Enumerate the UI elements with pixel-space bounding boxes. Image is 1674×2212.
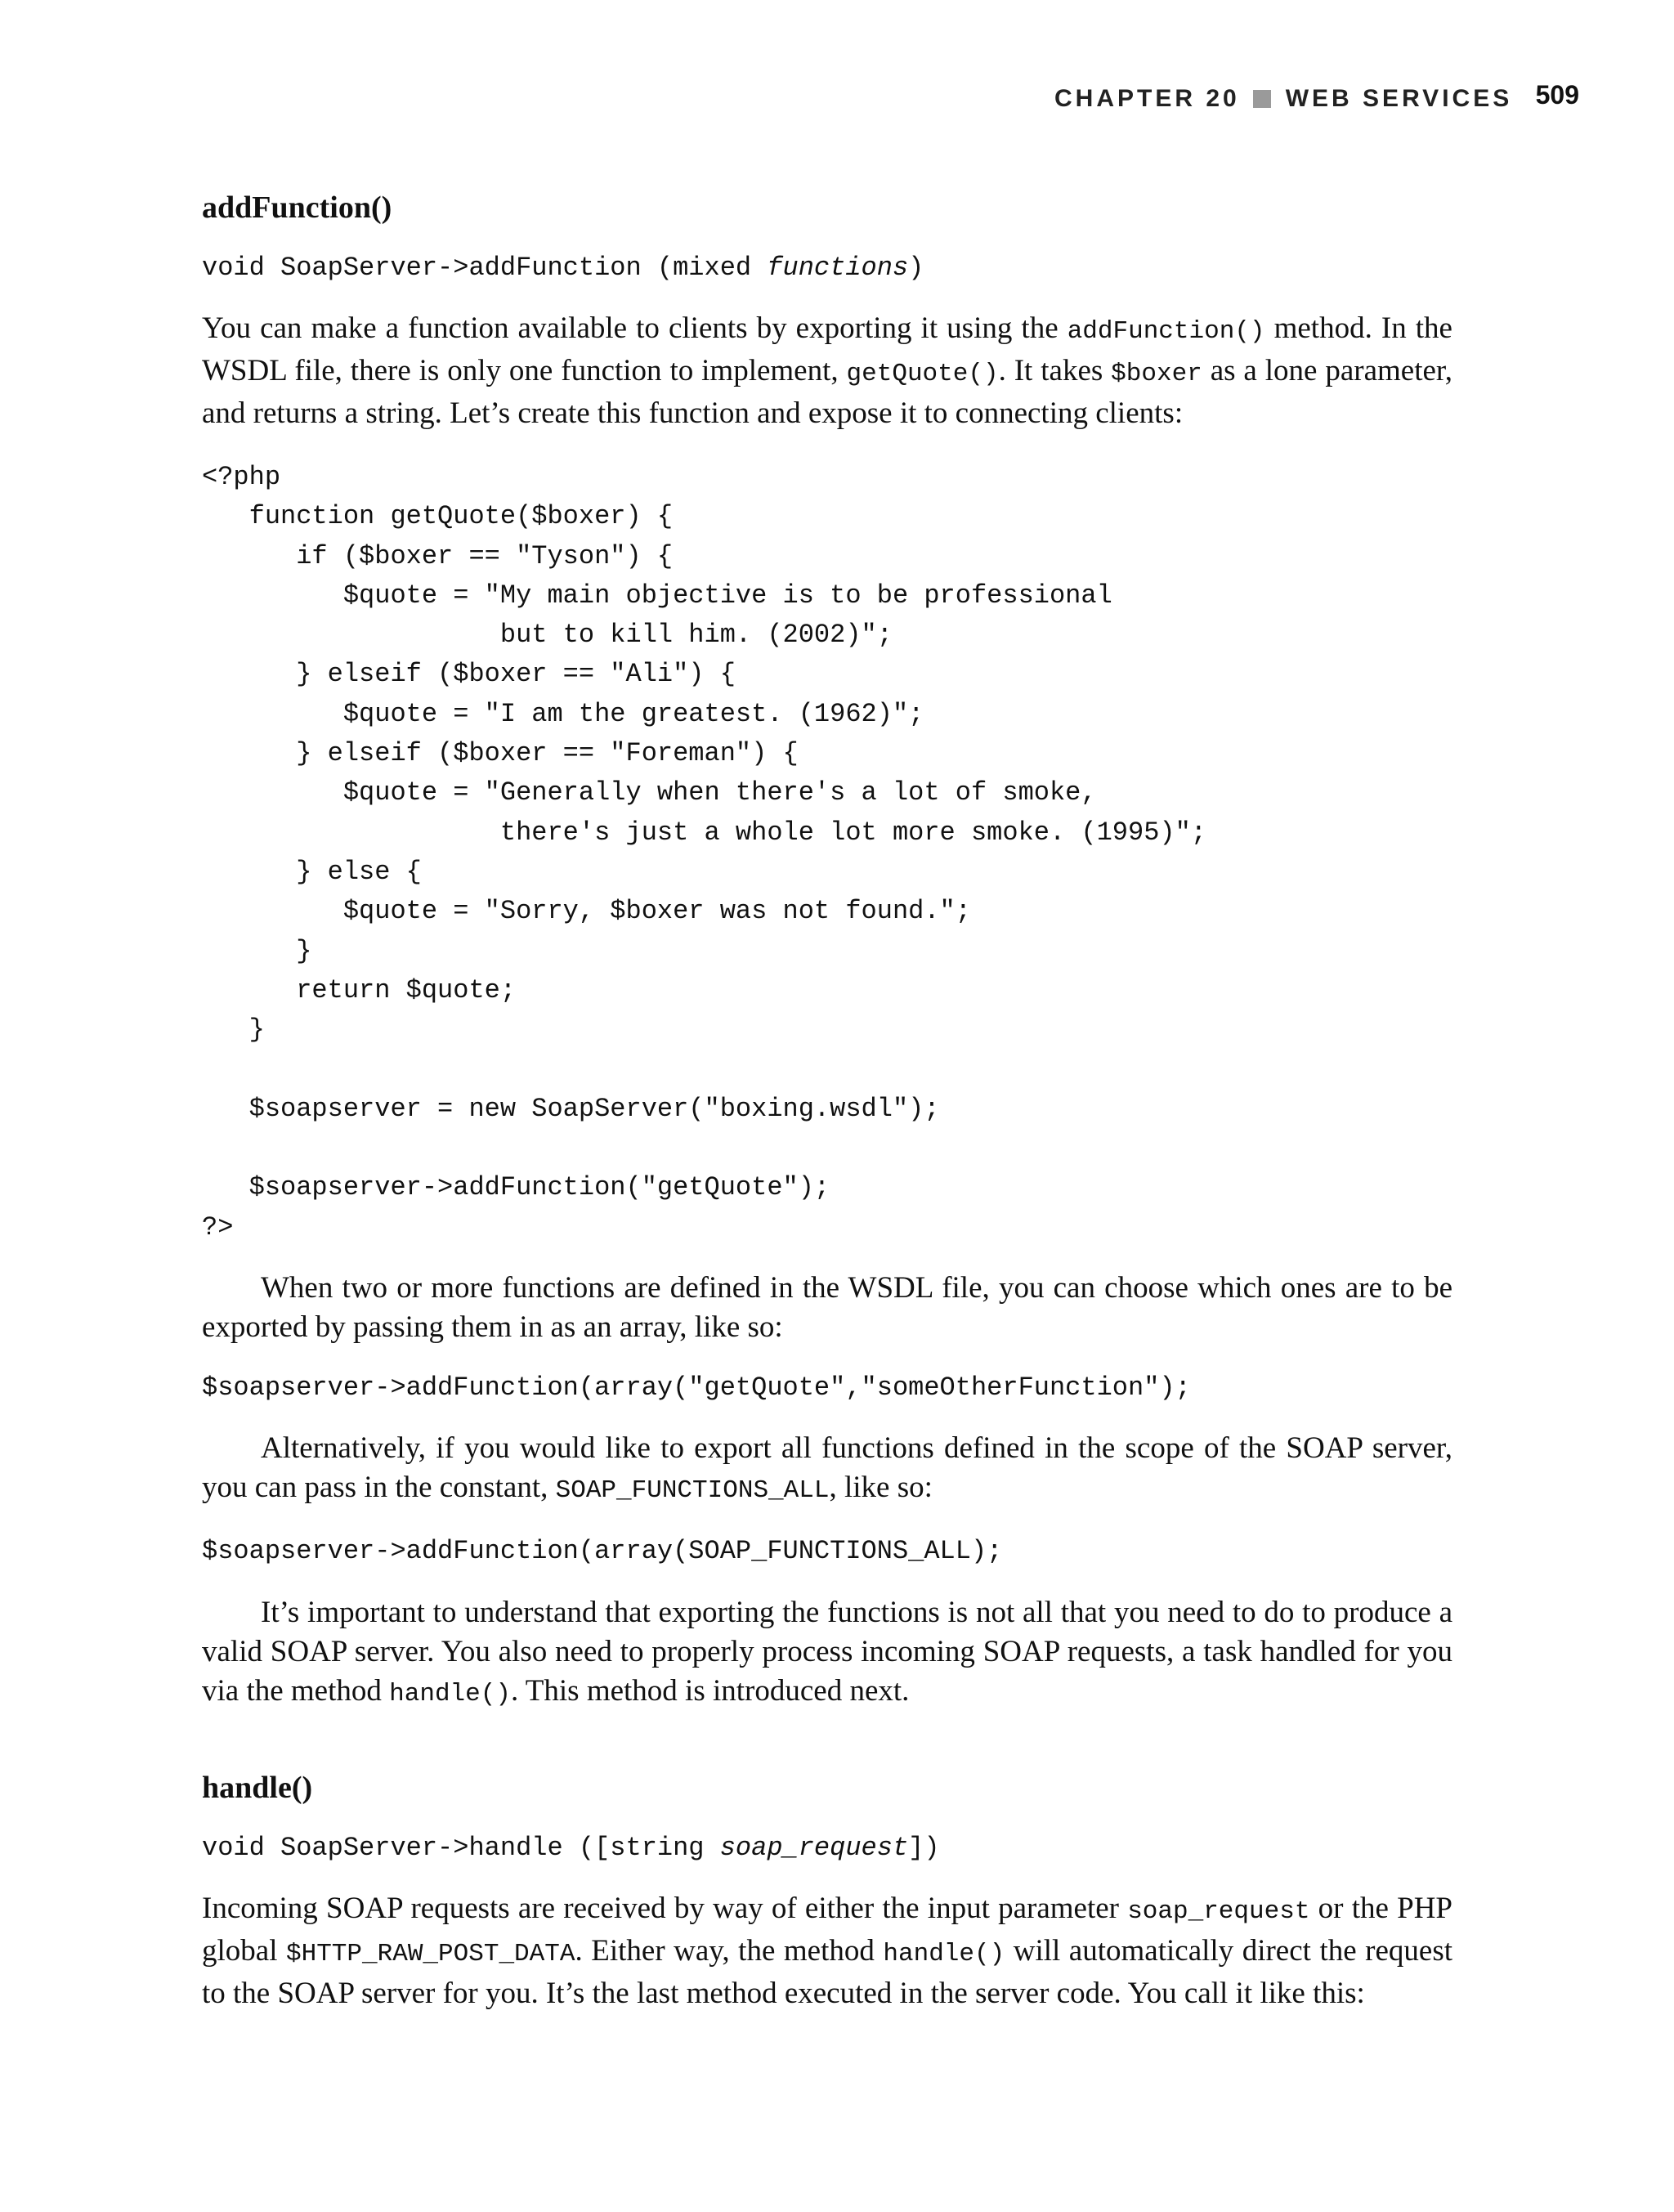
inline-code: handle() bbox=[883, 1939, 1005, 1968]
signature-prefix: void SoapServer->handle ([string bbox=[202, 1832, 720, 1863]
inline-code: $boxer bbox=[1111, 360, 1202, 388]
code-line-array-export: $soapserver->addFunction(array("getQuote","someOtherFunction"); bbox=[202, 1372, 1191, 1403]
inline-code: handle() bbox=[389, 1679, 511, 1708]
text-run: . This method is introduced next. bbox=[510, 1673, 910, 1708]
signature-suffix: ) bbox=[908, 253, 924, 283]
method-heading-addfunction: addFunction() bbox=[202, 190, 392, 225]
export-all-paragraph bbox=[202, 1429, 1452, 1511]
text-run: It’s important to understand that exporting the functions is not all that you need to do to produce a valid SOAP server. You also need to properly process incoming SOAP requests, a task handled for you via the method bbox=[202, 1595, 1452, 1708]
header-separator-square bbox=[1253, 90, 1271, 108]
inline-code: soap_request bbox=[1127, 1896, 1310, 1926]
addfunction-intro-paragraph bbox=[202, 309, 1452, 433]
array-export-paragraph: When two or more functions are defined in the WSDL file, you can choose which ones are to be exported by passing them in as an array, like so: bbox=[202, 1270, 1452, 1344]
section-label: WEB SERVICES bbox=[1285, 85, 1513, 112]
method-signature-handle bbox=[202, 1829, 1452, 1868]
text-run: . Either way, the method bbox=[575, 1933, 884, 1968]
text-run: Alternatively, if you would like to export all functions defined in the scope of the SOAP server, you can pass in the constant, bbox=[202, 1431, 1452, 1505]
text-run: You can make a function available to clients by exporting it using the bbox=[202, 311, 1068, 345]
signature-param: soap_request bbox=[719, 1832, 909, 1863]
method-signature-addfunction bbox=[202, 249, 1452, 288]
signature-param: functions bbox=[767, 253, 909, 283]
text-run: , like so: bbox=[829, 1471, 933, 1505]
text-run: Incoming SOAP requests are received by way of either the input parameter bbox=[202, 1891, 1128, 1925]
page-body bbox=[202, 188, 1452, 2013]
inline-code: $HTTP_RAW_POST_DATA bbox=[286, 1939, 575, 1968]
signature-prefix: void SoapServer->addFunction (mixed bbox=[202, 253, 768, 283]
text-run: or the PHP global bbox=[202, 1891, 1452, 1968]
code-listing-getquote: <?php function getQuote($boxer) { if ($boxer == "Tyson") { $quote = "My main objective is to be professional but to kill him. (2002)"; } elseif ($boxer == "Ali") { $quote = "I am the greatest. (1962)"; } elseif ($boxer == "Foreman") { $quote = "Generally when there's a lot of smoke, there's just a whole lot more smoke. (1995)"; } else { $quote = "Sorry, $boxer was not found."; } return $quote; } $soapserver = new SoapServer("boxing.wsdl"); $soapserver->addFunction("getQuote"); ?> bbox=[202, 462, 1206, 1243]
signature-suffix: ]) bbox=[908, 1832, 940, 1863]
code-line-export-all: $soapserver->addFunction(array(SOAP_FUNCTIONS_ALL); bbox=[202, 1536, 1003, 1567]
method-heading-handle: handle() bbox=[202, 1770, 313, 1805]
inline-code: getQuote() bbox=[846, 360, 999, 388]
important-note-paragraph bbox=[202, 1593, 1452, 1714]
inline-code: SOAP_FUNCTIONS_ALL bbox=[555, 1476, 830, 1506]
page-number: 509 bbox=[1535, 80, 1579, 110]
text-run: will automatically direct the request to the SOAP server for you. It’s the last method executed in the server code. You call it like this: bbox=[202, 1933, 1453, 2010]
running-header bbox=[1054, 82, 1578, 116]
text-run: as a lone parameter, and returns a string. Let’s create this function and expose it to connecting clients: bbox=[202, 354, 1453, 430]
chapter-label: CHAPTER 20 bbox=[1054, 85, 1240, 112]
inline-code: addFunction() bbox=[1067, 317, 1265, 346]
handle-intro-paragraph bbox=[202, 1889, 1452, 2013]
text-run: . It takes bbox=[998, 354, 1112, 387]
text-run: method. In the WSDL file, there is only one function to implement, bbox=[202, 311, 1452, 387]
